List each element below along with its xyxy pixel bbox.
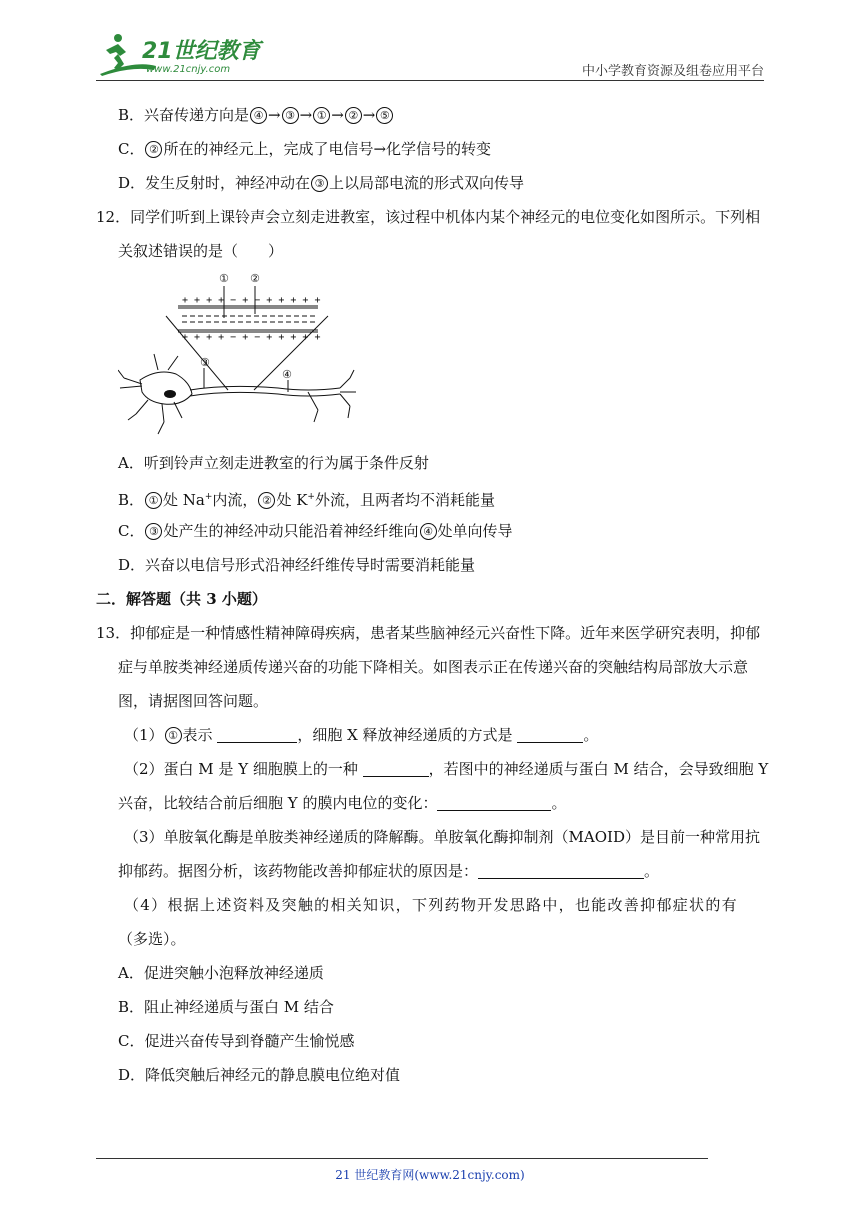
figure-charge-row-bottom: + + + + − + − + + + + + <box>182 332 321 343</box>
q13-part2-blank1[interactable] <box>363 760 429 777</box>
figure-label-4: ④ <box>282 368 292 381</box>
q13-stem-line1: 13．抑郁症是一种情感性精神障碍疾病，患者某些脑神经元兴奋性下降。近年来医学研究表明，抑郁 <box>96 624 761 642</box>
q13-part2-line1: （2）蛋白 M 是 Y 细胞膜上的一种 ，若图中的神经递质与蛋白 M 结合，会导致细胞 Y <box>124 760 769 778</box>
figure-label-3: ③ <box>200 356 210 369</box>
header-platform-text: 中小学教育资源及组卷应用平台 <box>581 64 764 79</box>
q12-option-a: A．听到铃声立刻走进教室的行为属于条件反射 <box>118 454 429 472</box>
logo-icon <box>96 30 266 78</box>
page-header <box>96 30 764 80</box>
q13-part1-blank2[interactable] <box>517 726 583 743</box>
section-heading: 二．解答题（共 3 小题） <box>96 590 267 608</box>
figure-label-2: ② <box>250 272 260 285</box>
figure-charge-row-top: + + + + − + − + + + + + <box>182 295 321 306</box>
q13-stem-line2: 症与单胺类神经递质传递兴奋的功能下降相关。如图表示正在传递兴奋的突触结构局部放大示意 <box>118 658 749 676</box>
footer-divider <box>96 1158 708 1159</box>
q13-part4-line1: （4）根据上述资料及突触的相关知识，下列药物开发思路中，也能改善抑郁症状的有 <box>124 896 738 914</box>
footer-link[interactable]: 21 世纪教育网(www.21cnjy.com) <box>335 1168 525 1182</box>
q13-part1-blank1[interactable] <box>217 726 297 743</box>
q13-option-a: A．促进突触小泡释放神经递质 <box>118 964 324 982</box>
q12-option-d: D．兴奋以电信号形式沿神经纤维传导时需要消耗能量 <box>118 556 476 574</box>
q11-option-d: D．发生反射时，神经冲动在 ③ 上以局部电流的形式双向传导 <box>118 174 525 192</box>
q13-part2-blank2[interactable] <box>437 794 551 811</box>
q12-option-c: C． ③ 处产生的神经冲动只能沿着神经纤维向 ④ 处单向传导 <box>118 522 513 540</box>
q13-stem-line3: 图，请据图回答问题。 <box>118 692 269 710</box>
neuron-potential-figure <box>118 272 358 442</box>
q13-option-b: B．阻止神经递质与蛋白 M 结合 <box>118 998 334 1016</box>
logo-title: 21世纪教育 <box>142 39 261 64</box>
q13-option-c: C．促进兴奋传导到脊髓产生愉悦感 <box>118 1032 355 1050</box>
q12-stem-line2: 关叙述错误的是（ ） <box>118 242 284 260</box>
figure-label-1: ① <box>219 272 229 285</box>
q13-part3-line1: （3）单胺氧化酶是单胺类神经递质的降解酶。单胺氧化酶抑制剂（MAOID）是目前一种常用抗 <box>124 828 760 846</box>
logo-url: www.21cnjy.com <box>146 64 231 75</box>
header-divider <box>96 80 764 81</box>
q11-option-c: C． ② 所在的神经元上，完成了电信号→化学信号的转变 <box>118 140 492 158</box>
q13-part4-line2: （多选）。 <box>118 930 186 948</box>
q11-option-b: B．兴奋传递方向是 ④ → ③ → ① → ② → ⑤ <box>118 104 394 126</box>
q13-part2-line2: 兴奋，比较结合前后细胞 Y 的膜内电位的变化： 。 <box>118 794 567 812</box>
q13-part3-line2: 抑郁药。据图分析，该药物能改善抑郁症状的原因是： 。 <box>118 862 660 880</box>
q12-option-b: B． ① 处 Na+内流， ② 处 K+外流，且两者均不消耗能量 <box>118 491 495 509</box>
q13-option-d: D．降低突触后神经元的静息膜电位绝对值 <box>118 1066 401 1084</box>
q12-stem-line1: 12．同学们听到上课铃声会立刻走进教室，该过程中机体内某个神经元的电位变化如图所示。下列相 <box>96 208 761 226</box>
q13-part1: （1） ① 表示 ，细胞 X 释放神经递质的方式是 。 <box>124 726 599 744</box>
q13-part3-blank[interactable] <box>478 862 644 879</box>
